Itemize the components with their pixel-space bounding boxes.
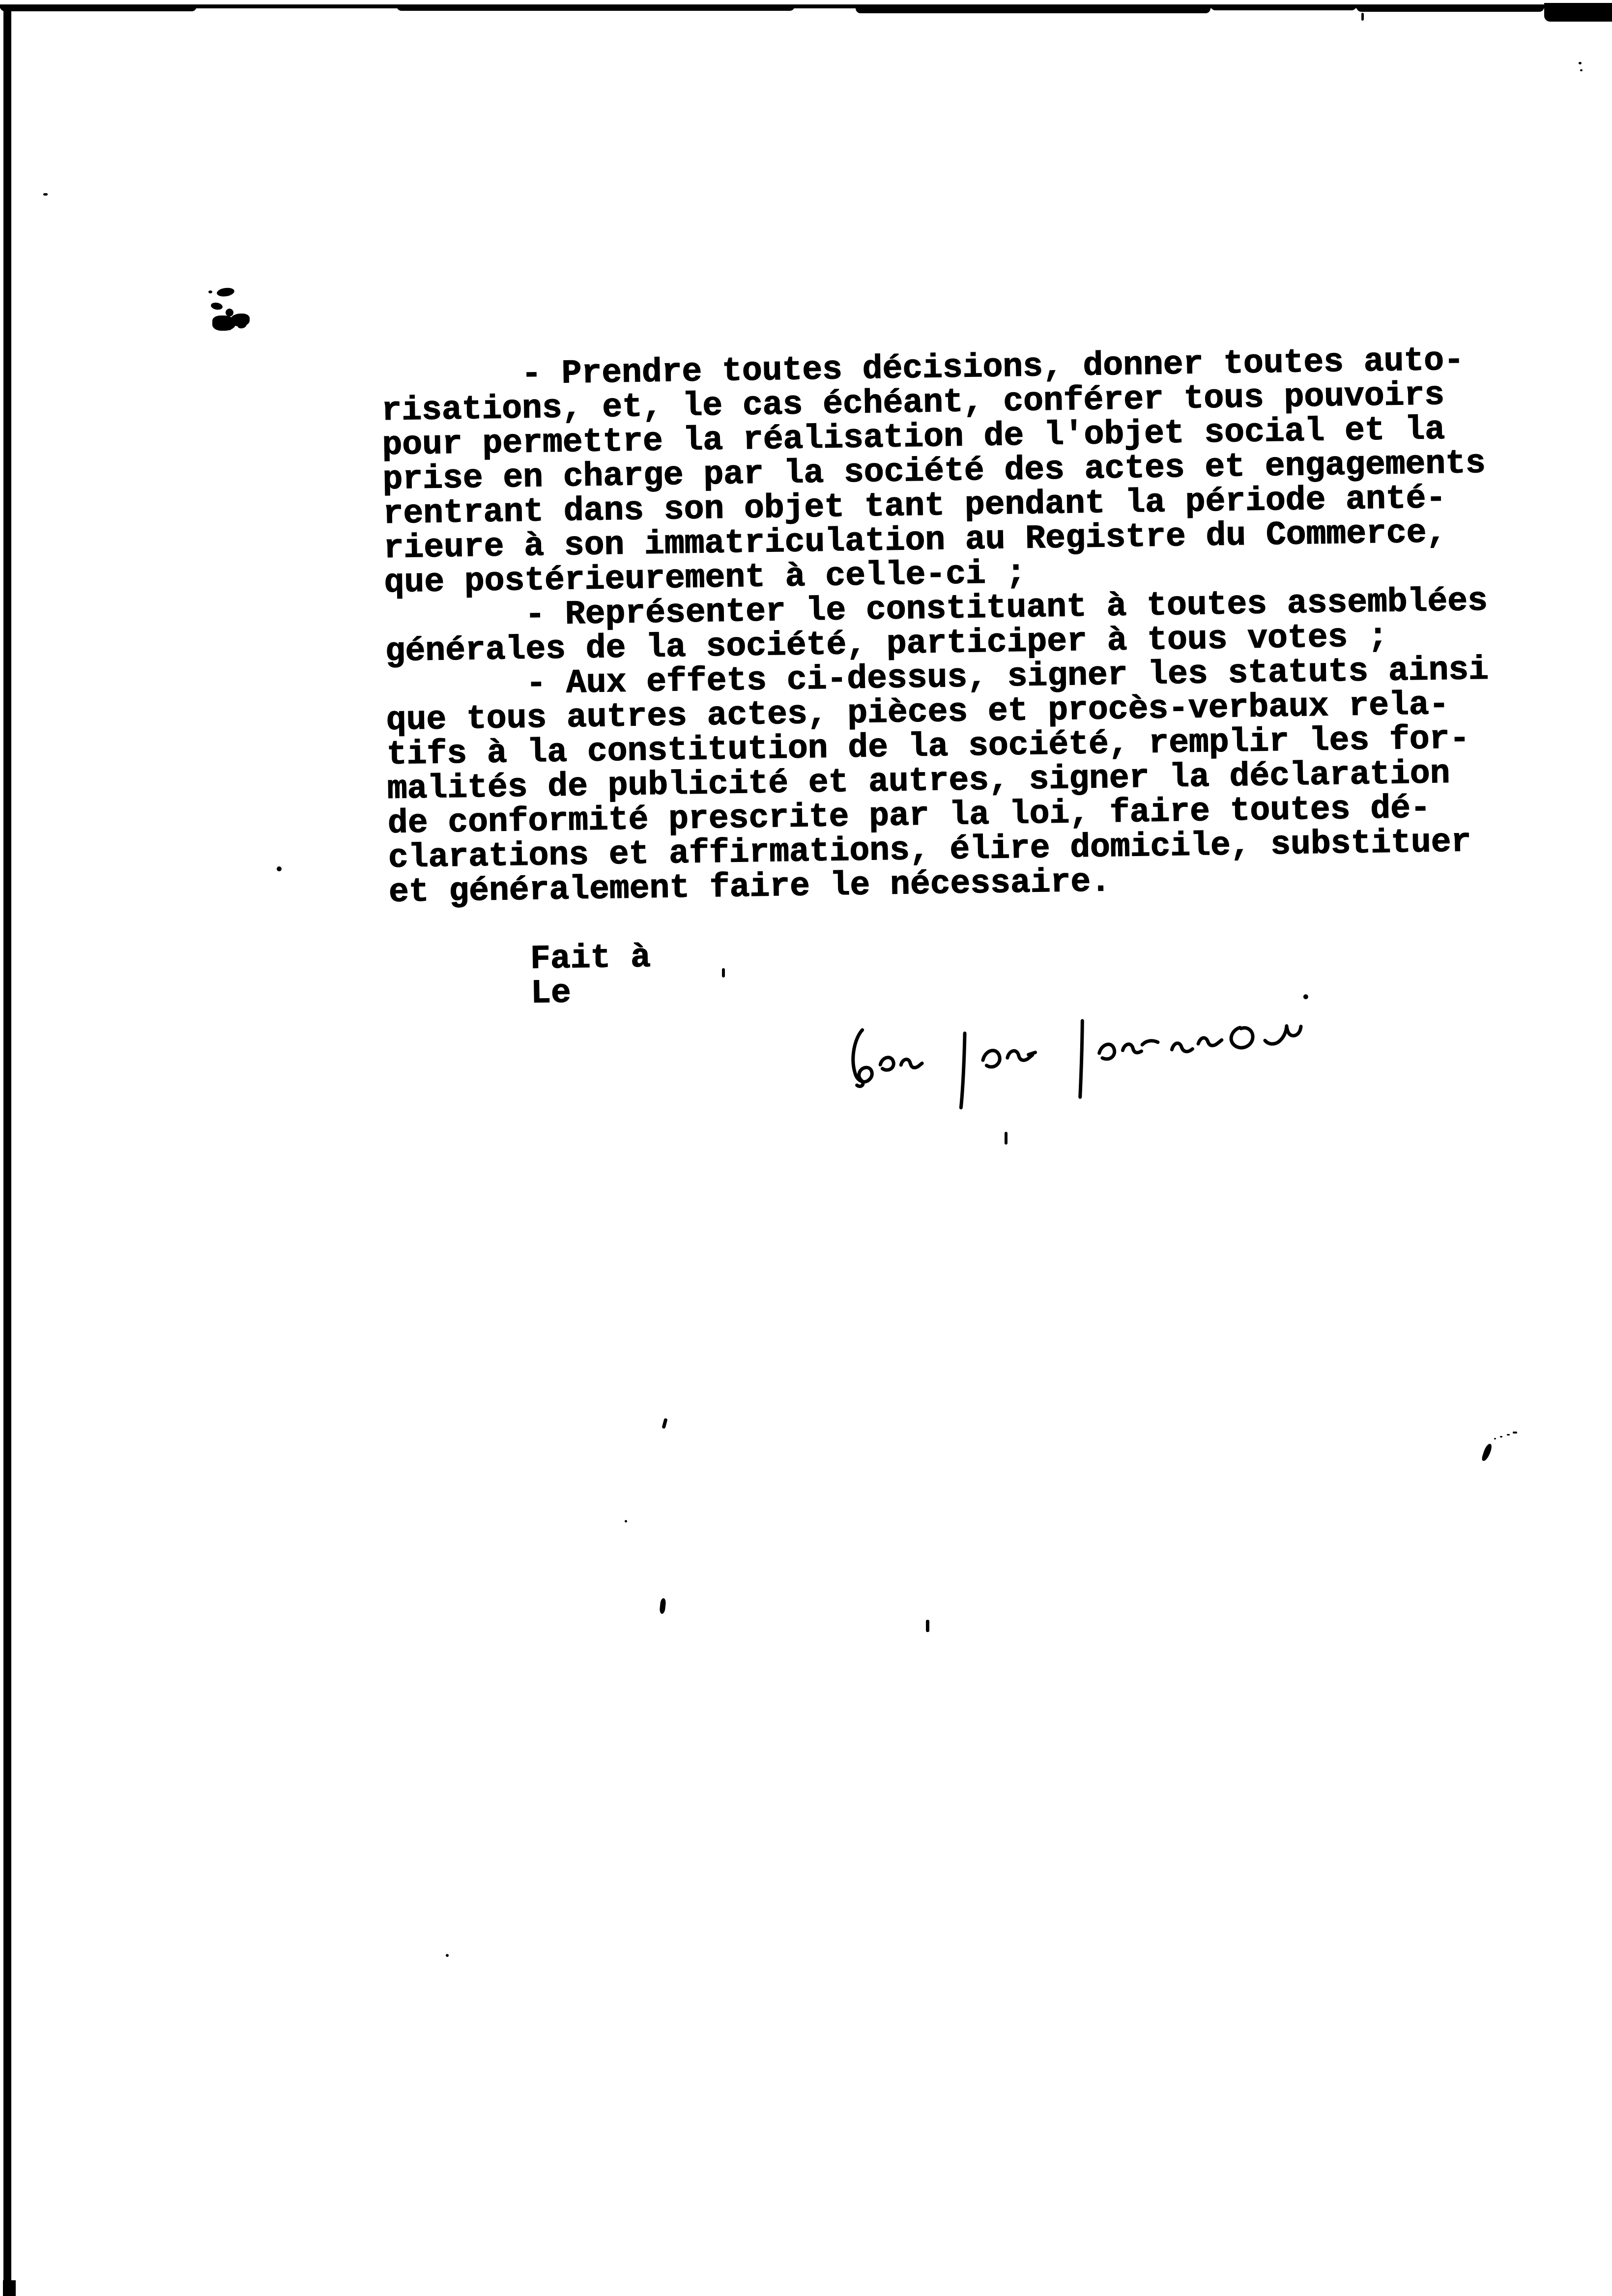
speck <box>1507 1434 1510 1435</box>
comma-mark <box>1481 1443 1493 1462</box>
speck <box>1005 1132 1008 1145</box>
speck <box>662 1418 667 1429</box>
ink-blob <box>208 290 212 293</box>
typewritten-paragraphs: - Prendre toutes décisions, donner toutes auto- risations, et, le cas échéant, conférer tous pouvoirs pour permettre la réalisation de l'objet social et la prise en charge par la société des actes et engagements rentrant dans son objet tant pendant la période anté- rieure à son immatriculation au Registre du Commerce, que postérieurement à celle-ci ; - Représenter le constituant à toutes assemblées générales de la société, participer à tous votes ; - Aux effets ci-dessus, signer les statuts ainsi que tous autres actes, pièces et procès-verbaux rela- tifs à la constitution de la société, remplir les for- malités de publicité et autres, signer la déclaration de conformité prescrite par la loi, faire toutes dé- clarations et affirmations, élire domicile, substituer et généralement faire le nécessaire. <box>380 342 1489 912</box>
ink-blob <box>216 287 235 298</box>
speck <box>446 1954 449 1957</box>
scan-edge-top-bump <box>856 4 1210 13</box>
speck <box>1361 13 1364 21</box>
speck <box>43 193 48 196</box>
speck <box>722 968 725 977</box>
scan-edge-left <box>3 4 11 2296</box>
speck <box>1579 62 1582 64</box>
ink-blob <box>210 302 223 311</box>
speck <box>1494 1438 1496 1439</box>
speck <box>1580 69 1583 71</box>
speck <box>277 866 282 871</box>
speck <box>625 1520 627 1522</box>
speck <box>1500 1436 1502 1437</box>
scan-edge-top-bump <box>0 4 197 11</box>
ink-blob <box>228 326 231 330</box>
handwritten-note <box>831 974 1377 1160</box>
speck <box>1513 1432 1517 1434</box>
speck <box>926 1620 929 1632</box>
scan-edge-left-foot <box>3 2280 16 2296</box>
scan-edge-top-bump <box>397 4 795 11</box>
scan-edge-top-corner <box>1544 3 1612 22</box>
scan-edge-top-bump <box>1356 4 1544 12</box>
scan-edge-top-bump <box>1210 4 1356 10</box>
speck <box>659 1598 666 1614</box>
closing-fait-le: Fait à Le <box>389 939 651 1015</box>
